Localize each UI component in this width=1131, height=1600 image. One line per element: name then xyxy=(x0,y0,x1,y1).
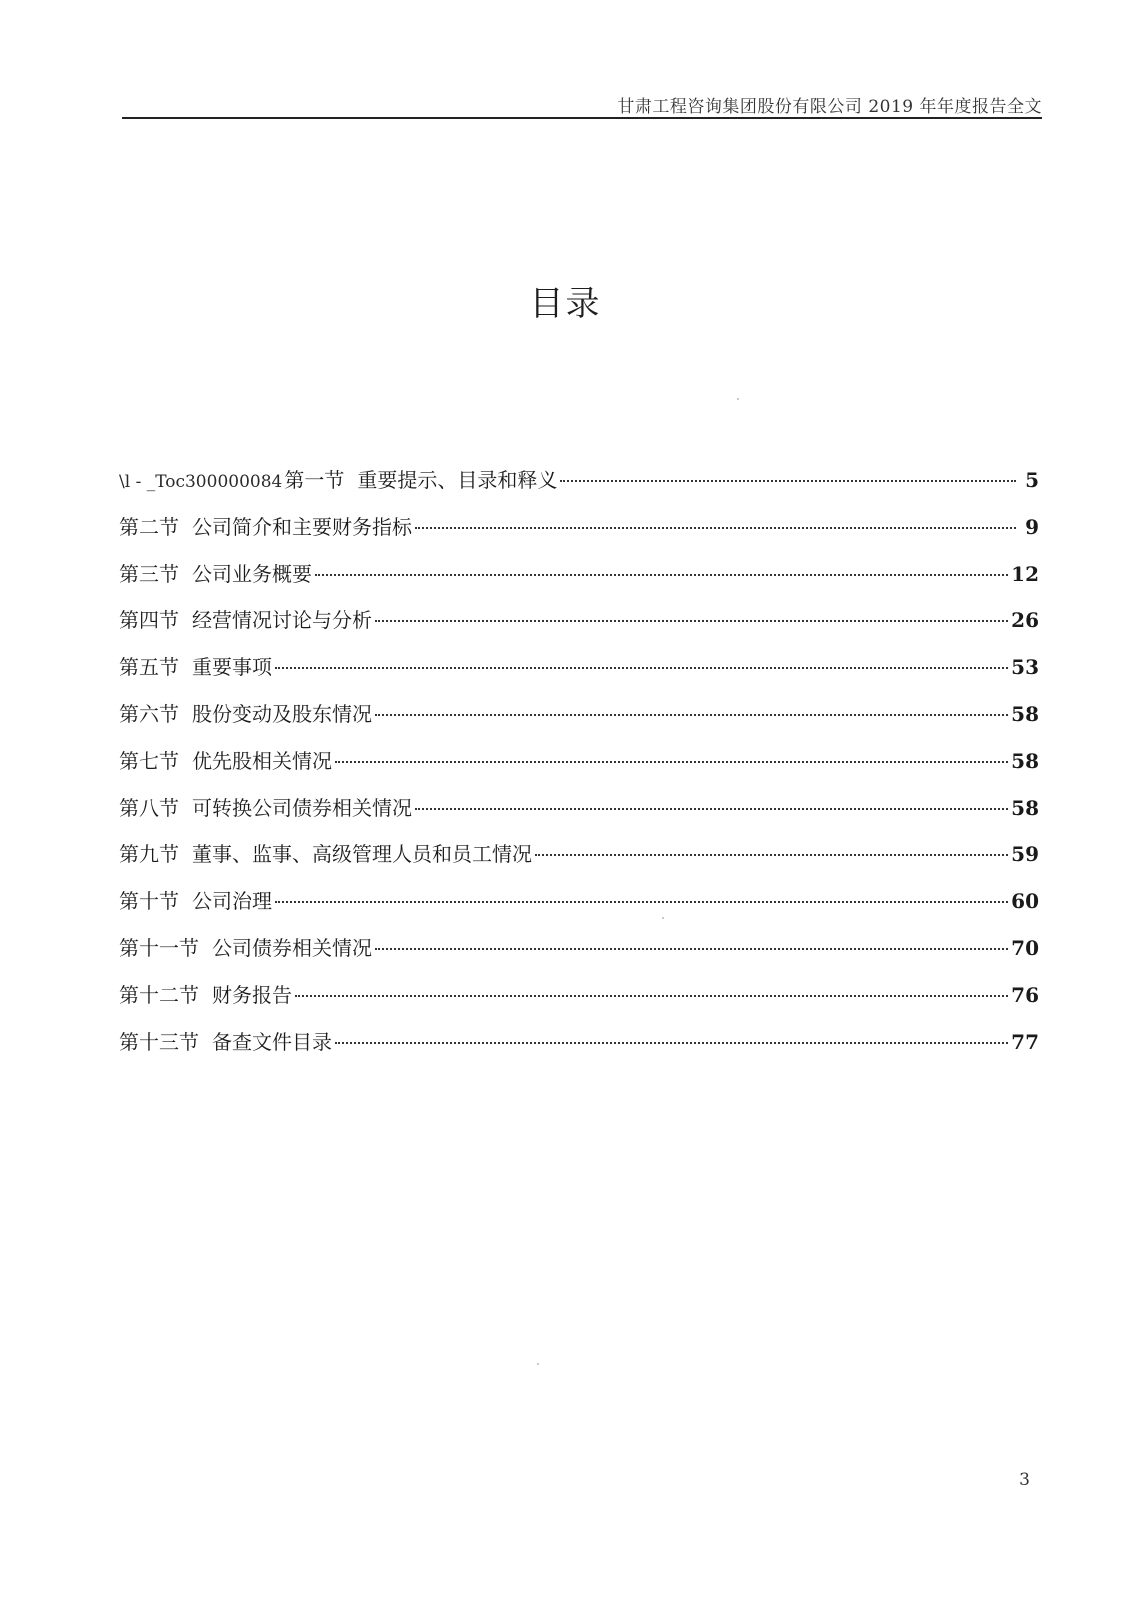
toc-section-number: 第十三节 xyxy=(119,1029,199,1054)
toc-entry-1[interactable] xyxy=(119,464,1039,511)
toc-section-number: 第十二节 xyxy=(119,982,199,1007)
toc-section-number: 第六节 xyxy=(119,701,179,726)
toc-section-number: 第三节 xyxy=(119,561,179,586)
toc-page-number: 12 xyxy=(1011,561,1039,586)
toc-entry-label xyxy=(119,792,412,821)
toc-entry-label xyxy=(119,932,372,961)
running-header: 甘肃工程咨询集团股份有限公司 2019 年年度报告全文 xyxy=(617,97,1042,117)
toc-page-number: 60 xyxy=(1011,889,1039,914)
toc-entry-2[interactable] xyxy=(119,511,1039,558)
dot-leader xyxy=(295,995,1008,997)
scan-speck xyxy=(737,398,739,400)
page-title: 目录 xyxy=(529,284,602,324)
toc-entry-label xyxy=(119,745,332,774)
toc-page-number: 26 xyxy=(1011,608,1039,633)
toc-entry-3[interactable] xyxy=(119,558,1039,605)
dot-leader xyxy=(415,808,1008,810)
toc-page-number: 59 xyxy=(1011,842,1039,867)
toc-section-number: 第十节 xyxy=(119,889,179,914)
toc-page-number: 70 xyxy=(1011,935,1039,960)
toc-section-number: 第一节 xyxy=(284,468,345,492)
page-number: 3 xyxy=(1019,1470,1030,1490)
toc-page-number: 77 xyxy=(1011,1029,1039,1054)
toc-page-number: 58 xyxy=(1011,748,1039,773)
scan-speck xyxy=(537,1363,539,1365)
toc-section-number: 第五节 xyxy=(119,655,179,680)
toc-section-title: 股份变动及股东情况 xyxy=(192,701,372,726)
toc-section-title: 重要事项 xyxy=(192,655,272,680)
toc-page-number: 5 xyxy=(1025,468,1039,492)
toc-section-title: 公司债券相关情况 xyxy=(212,935,372,960)
toc-entry-13[interactable] xyxy=(119,1026,1039,1073)
table-of-contents xyxy=(119,464,1039,1072)
toc-entry-8[interactable] xyxy=(119,792,1039,839)
dot-leader xyxy=(275,667,1008,669)
dot-leader xyxy=(375,620,1008,622)
toc-section-number: 第四节 xyxy=(119,608,179,633)
toc-page-number: 9 xyxy=(1025,514,1039,539)
toc-section-number: 第九节 xyxy=(119,842,179,867)
toc-section-title: 备查文件目录 xyxy=(212,1029,332,1054)
toc-section-number: 第七节 xyxy=(119,748,179,773)
scan-speck xyxy=(662,917,664,919)
toc-entry-label xyxy=(119,885,272,914)
toc-section-number: 第十一节 xyxy=(119,935,199,960)
dot-leader xyxy=(275,901,1008,903)
toc-entry-label xyxy=(119,698,372,727)
toc-page-number: 58 xyxy=(1011,795,1039,820)
toc-field-code: \l - _Toc300000084 xyxy=(119,472,283,492)
toc-entry-label xyxy=(119,979,292,1008)
toc-entry-label xyxy=(119,511,412,540)
dot-leader xyxy=(335,761,1008,763)
dot-leader xyxy=(335,1042,1008,1044)
toc-section-title: 优先股相关情况 xyxy=(192,748,332,773)
toc-page-number: 58 xyxy=(1011,701,1039,726)
toc-entry-6[interactable] xyxy=(119,698,1039,745)
toc-entry-label xyxy=(119,651,272,680)
dot-leader xyxy=(535,854,1008,856)
toc-section-title: 可转换公司债券相关情况 xyxy=(192,795,412,820)
toc-section-number: 第八节 xyxy=(119,795,179,820)
toc-entry-label xyxy=(119,1026,332,1055)
toc-entry-label xyxy=(119,838,532,867)
toc-section-title: 公司简介和主要财务指标 xyxy=(192,514,412,539)
toc-entry-11[interactable] xyxy=(119,932,1039,979)
dot-leader xyxy=(560,480,1016,482)
dot-leader xyxy=(375,714,1008,716)
header-rule xyxy=(122,117,1042,119)
toc-section-title: 重要提示、目录和释义 xyxy=(357,468,558,492)
toc-section-title: 公司治理 xyxy=(192,889,272,914)
toc-page-number: 76 xyxy=(1011,982,1039,1007)
toc-section-number: 第二节 xyxy=(119,514,179,539)
toc-section-title: 董事、监事、高级管理人员和员工情况 xyxy=(192,842,532,867)
dot-leader xyxy=(415,527,1016,529)
dot-leader xyxy=(375,948,1008,950)
toc-entry-12[interactable] xyxy=(119,979,1039,1026)
toc-entry-9[interactable] xyxy=(119,838,1039,885)
toc-entry-10[interactable] xyxy=(119,885,1039,932)
toc-entry-7[interactable] xyxy=(119,745,1039,792)
dot-leader xyxy=(315,574,1008,576)
toc-section-title: 经营情况讨论与分析 xyxy=(192,608,372,633)
toc-page-number: 53 xyxy=(1011,655,1039,680)
toc-entry-label xyxy=(119,558,312,587)
toc-entry-4[interactable] xyxy=(119,604,1039,651)
toc-entry-label xyxy=(119,604,372,633)
toc-section-title: 财务报告 xyxy=(212,982,292,1007)
toc-entry-5[interactable] xyxy=(119,651,1039,698)
toc-entry-label xyxy=(119,464,557,493)
toc-section-title: 公司业务概要 xyxy=(192,561,312,586)
